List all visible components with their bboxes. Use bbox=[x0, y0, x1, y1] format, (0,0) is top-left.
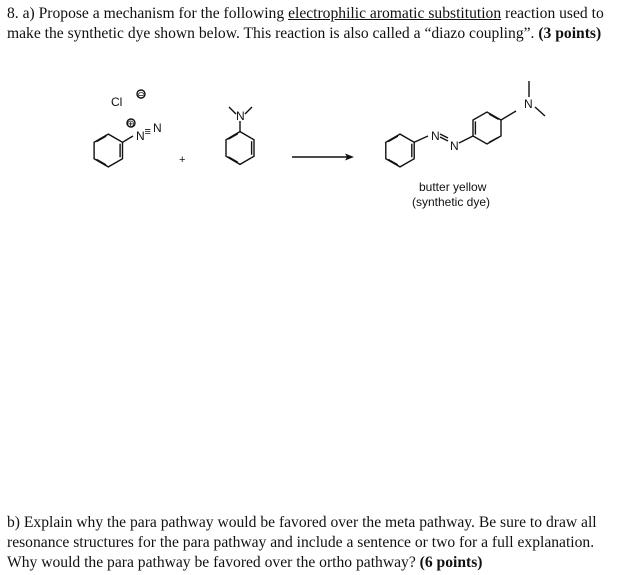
question-a-points: (3 points) bbox=[538, 25, 602, 42]
amine-n-label: N bbox=[236, 109, 245, 123]
azo-n1-label: N bbox=[431, 129, 440, 143]
question-a-underlined-term: electrophilic aromatic substitution bbox=[288, 5, 502, 22]
counter-ion-label: Cl bbox=[111, 95, 123, 109]
product-amine-bond bbox=[501, 111, 516, 120]
product-right-ring bbox=[473, 112, 501, 144]
product-n-bond-left bbox=[414, 136, 428, 142]
plus-sign: + bbox=[179, 154, 186, 166]
triple-bond-symbol: ≡ bbox=[144, 126, 151, 138]
question-a-text: reaction used to make the synthetic dye shown below. This reaction is also called a “diazo coupling”. bbox=[7, 5, 604, 42]
product-amine-n-label: N bbox=[524, 97, 533, 111]
question-a-intro: 8. a) Propose a mechanism for the following bbox=[7, 5, 289, 22]
product-methyl-bond-right bbox=[535, 107, 545, 116]
methyl-bond-left bbox=[229, 107, 236, 114]
question-b-points: (6 points) bbox=[419, 554, 483, 571]
diazonium-n2: N bbox=[153, 121, 162, 135]
aryl-n-bond bbox=[123, 136, 134, 142]
question-b bbox=[7, 513, 625, 573]
product-subtitle: (synthetic dye) bbox=[412, 195, 491, 209]
product-n-bond-right bbox=[459, 136, 473, 143]
benzenediazonium-ring bbox=[94, 134, 122, 167]
methyl-bond-right bbox=[245, 107, 252, 114]
structure-bonds bbox=[94, 81, 545, 167]
product-left-ring bbox=[386, 134, 414, 167]
azo-n2-label: N bbox=[450, 139, 459, 153]
dimethylaniline-ring bbox=[226, 132, 254, 165]
question-b-text: b) Explain why the para pathway would be favored over the meta pathway. Be sure to draw all resonance structures for the para pathway and include a sentence or two for a full explanation. Why would the para pathway be favored over the ortho pathway? bbox=[7, 514, 597, 571]
diazonium-n1: N bbox=[136, 129, 145, 143]
product-name: butter yellow bbox=[419, 180, 487, 194]
positive-charge-sign: ⊕ bbox=[126, 119, 135, 130]
negative-charge-sign: ⊖ bbox=[137, 90, 146, 102]
